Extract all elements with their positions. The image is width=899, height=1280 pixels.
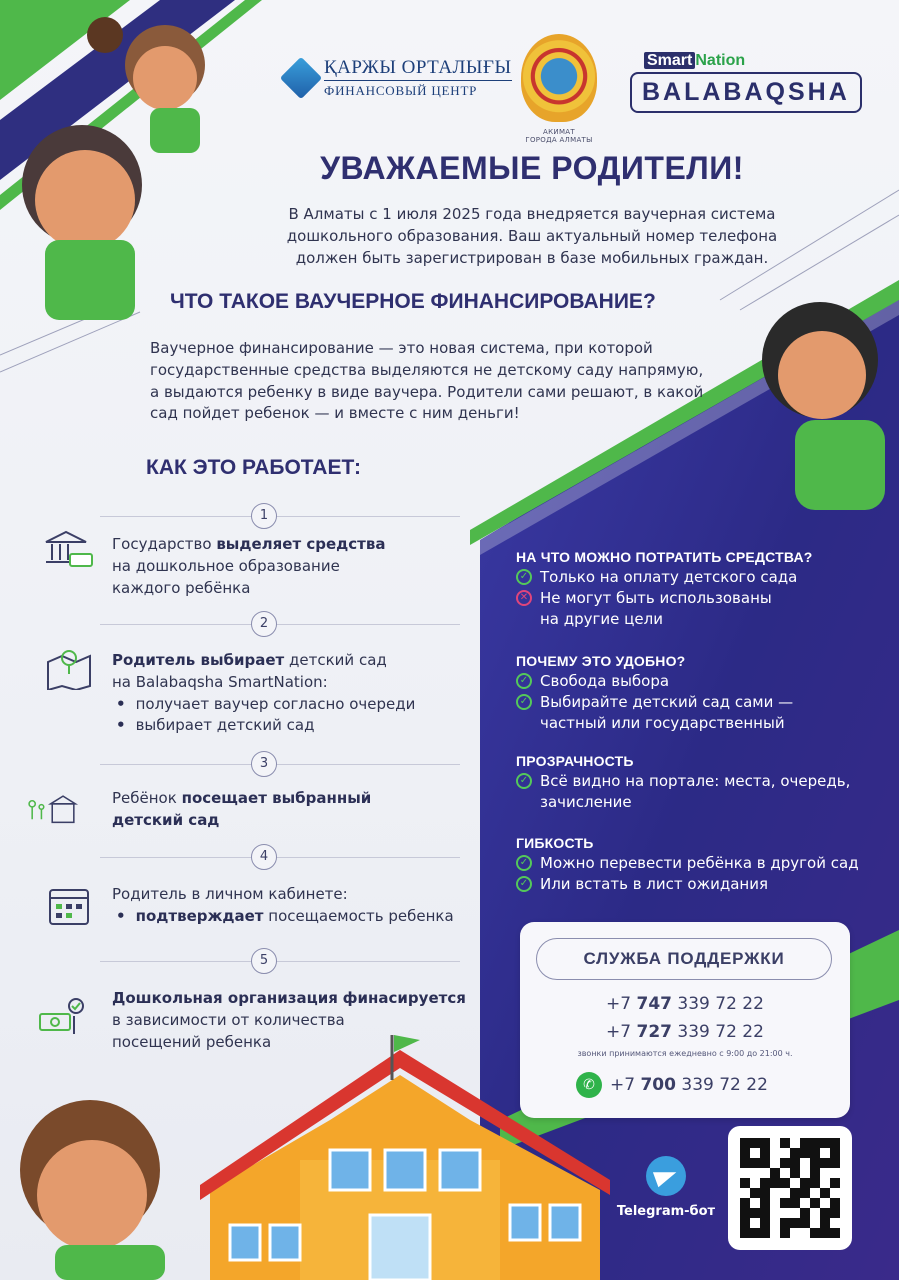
spend-section [516, 548, 813, 629]
step-number: 5 [251, 948, 277, 974]
step-number: 4 [251, 844, 277, 870]
qr-module [790, 1228, 800, 1238]
qr-module [800, 1168, 810, 1178]
transparency-heading: ПРОЗРАЧНОСТЬ [516, 753, 634, 769]
step-separator [100, 624, 460, 625]
qr-module [830, 1138, 840, 1148]
telegram-bot[interactable] [616, 1156, 716, 1219]
flexibility-section [516, 834, 859, 895]
step-separator [100, 857, 460, 858]
qr-module [740, 1158, 750, 1168]
qr-module [820, 1188, 830, 1198]
step-3-b: посещает выбранный [181, 789, 372, 807]
qr-module [750, 1188, 760, 1198]
check-icon: ✓ [516, 855, 532, 871]
family-kindergarten-icon [26, 788, 80, 832]
qr-module [810, 1188, 820, 1198]
qr-module [790, 1208, 800, 1218]
qr-module [780, 1168, 790, 1178]
qr-module [740, 1228, 750, 1238]
step-2-text [112, 650, 415, 737]
qr-module [760, 1168, 770, 1178]
step-separator [100, 516, 460, 517]
qr-module [810, 1168, 820, 1178]
qr-module [820, 1228, 830, 1238]
step-5-c: в зависимости от количества [112, 1010, 345, 1029]
qr-module [810, 1138, 820, 1148]
qr-module [810, 1178, 820, 1188]
qr-module [740, 1188, 750, 1198]
qr-module [780, 1198, 790, 1208]
qr-module [810, 1148, 820, 1158]
why-item-1: Свобода выбора [540, 672, 670, 691]
step-5-a-bold: Дошкольная организация [112, 989, 338, 1007]
qr-module [770, 1188, 780, 1198]
qr-module [770, 1228, 780, 1238]
flex-item-2: Или встать в лист ожидания [540, 875, 768, 893]
qr-module [740, 1198, 750, 1208]
map-pin-icon [42, 646, 96, 690]
qr-module [740, 1168, 750, 1178]
qr-module [790, 1158, 800, 1168]
qr-module [770, 1168, 780, 1178]
support-title: СЛУЖБА ПОДДЕРЖКИ [536, 938, 832, 980]
qr-module [780, 1208, 790, 1218]
qr-module [770, 1198, 780, 1208]
list-item: • получает ваучер согласно очереди [116, 694, 415, 716]
qr-module [820, 1148, 830, 1158]
qr-module [770, 1178, 780, 1188]
qr-module [770, 1218, 780, 1228]
qr-module [790, 1168, 800, 1178]
qr-module [790, 1138, 800, 1148]
qr-module [820, 1198, 830, 1208]
qr-module [800, 1198, 810, 1208]
sn-smart: Smart [644, 52, 695, 69]
qr-module [800, 1148, 810, 1158]
qr-module [760, 1188, 770, 1198]
qr-module [820, 1218, 830, 1228]
why-section [516, 652, 793, 733]
qr-module [800, 1178, 810, 1188]
spend-yes: Только на оплату детского сада [540, 568, 798, 587]
qr-module [810, 1198, 820, 1208]
phone-2-code: 727 [636, 1022, 673, 1042]
qr-module [750, 1208, 760, 1218]
why-heading: ПОЧЕМУ ЭТО УДОБНО? [516, 653, 686, 669]
qr-module [760, 1178, 770, 1188]
qr-code-pattern [740, 1138, 840, 1238]
support-card [520, 922, 850, 1118]
step-3-a: Ребёнок [112, 789, 182, 807]
qr-module [800, 1188, 810, 1198]
spend-no1: Не могут быть использованы [540, 589, 772, 607]
qr-module [790, 1198, 800, 1208]
qr-module [760, 1208, 770, 1218]
qr-module [820, 1178, 830, 1188]
qr-module [770, 1148, 780, 1158]
qr-module [810, 1158, 820, 1168]
qr-module [790, 1148, 800, 1158]
qr-module [820, 1158, 830, 1168]
flex-item-1: Можно перевести ребёнка в другой сад [540, 854, 859, 873]
qr-code[interactable] [728, 1126, 852, 1250]
qr-module [780, 1138, 790, 1148]
qr-module [790, 1218, 800, 1228]
step-number: 2 [251, 611, 277, 637]
qr-module [760, 1228, 770, 1238]
qr-module [830, 1168, 840, 1178]
qr-module [780, 1188, 790, 1198]
telegram-icon [646, 1156, 686, 1196]
page-title: УВАЖАЕМЫЕ РОДИТЕЛИ! [320, 150, 744, 186]
qr-module [830, 1228, 840, 1238]
qr-module [740, 1218, 750, 1228]
qr-module [830, 1148, 840, 1158]
transparency-section [516, 752, 850, 813]
qr-module [830, 1218, 840, 1228]
check-icon: ✓ [516, 569, 532, 585]
qr-module [830, 1198, 840, 1208]
qr-module [810, 1218, 820, 1228]
money-check-icon [36, 996, 90, 1040]
diamond-icon [280, 57, 322, 99]
qr-module [760, 1138, 770, 1148]
whatsapp-phone[interactable] [576, 1072, 768, 1098]
check-icon: ✓ [516, 773, 532, 789]
sn-nation: Nation [695, 52, 746, 69]
qr-module [760, 1198, 770, 1208]
why-item-2b: частный или государственный [540, 713, 785, 732]
akimat-line2: ГОРОДА АЛМАТЫ [525, 136, 593, 145]
phone-2-rest: 339 72 22 [672, 1022, 764, 1042]
step-5-d: посещений ребенка [112, 1032, 272, 1051]
akimat-logo [518, 34, 600, 145]
spend-heading: НА ЧТО МОЖНО ПОТРАТИТЬ СРЕДСТВА? [516, 549, 813, 565]
cross-icon: ✕ [516, 590, 532, 606]
qr-module [800, 1228, 810, 1238]
qr-module [820, 1168, 830, 1178]
qr-module [750, 1138, 760, 1148]
qr-module [750, 1168, 760, 1178]
qr-module [820, 1208, 830, 1218]
qr-module [780, 1228, 790, 1238]
why-item-2a: Выбирайте детский сад сами — [540, 693, 794, 711]
qr-module [770, 1208, 780, 1218]
financial-center-logo [286, 58, 512, 98]
step-1-c: на дошкольное образование [112, 556, 340, 575]
qr-module [810, 1208, 820, 1218]
step-1-text [112, 534, 385, 599]
step-2-c: на Balabaqsha SmartNation: [112, 672, 328, 691]
step-number: 3 [251, 751, 277, 777]
qr-module [830, 1208, 840, 1218]
qr-module [750, 1228, 760, 1238]
balabaqsha-logo [630, 52, 862, 113]
phone-2[interactable] [520, 1022, 850, 1042]
qr-module [740, 1138, 750, 1148]
calendar-icon [46, 886, 100, 930]
check-icon: ✓ [516, 673, 532, 689]
step-1-b: выделяет средства [216, 535, 386, 553]
flexibility-heading: ГИБКОСТЬ [516, 835, 594, 851]
qr-module [800, 1218, 810, 1228]
phone-3-code: 700 [640, 1075, 676, 1095]
transp-item-a: Всё видно на портале: места, очередь, [540, 772, 851, 791]
qr-module [800, 1158, 810, 1168]
qr-module [750, 1148, 760, 1158]
whatsapp-icon: ✆ [576, 1072, 602, 1098]
transp-item-b: зачисление [540, 793, 632, 811]
step-5-text [112, 988, 466, 1053]
step-4-bullet-rest: посещаемость ребенка [263, 906, 454, 925]
phone-1-prefix: +7 [606, 994, 637, 1014]
almaty-seal-icon [521, 34, 597, 122]
qr-module [750, 1178, 760, 1188]
intro-text: В Алматы с 1 июля 2025 года внедряется ваучерная система дошкольного образования. Ваш актуальный номер телефона должен быть зарегистрирован в базе мобильных граждан. [286, 205, 778, 267]
step-2-a: детский сад [284, 651, 387, 669]
step-4-text [112, 884, 454, 928]
step-number: 1 [251, 503, 277, 529]
qr-module [740, 1208, 750, 1218]
qr-module [780, 1178, 790, 1188]
qr-module [790, 1178, 800, 1188]
qr-module [810, 1228, 820, 1238]
list-item [116, 906, 454, 928]
qr-module [830, 1178, 840, 1188]
telegram-label: Telegram-бот [616, 1204, 716, 1219]
what-heading: ЧТО ТАКОЕ ВАУЧЕРНОЕ ФИНАНСИРОВАНИЕ? [170, 290, 656, 313]
check-icon: ✓ [516, 876, 532, 892]
step-4-bullet-bold: подтверждает [135, 906, 264, 925]
list-item: • выбирает детский сад [116, 715, 415, 737]
step-separator [100, 764, 460, 765]
fc-line1: ҚАРЖЫ ОРТАЛЫҒЫ [324, 58, 512, 81]
support-hours: звонки принимаются ежедневно с 9:00 до 21:00 ч. [577, 1049, 793, 1058]
spend-no2: на другие цели [540, 609, 663, 628]
phone-2-prefix: +7 [606, 1022, 637, 1042]
check-icon: ✓ [516, 694, 532, 710]
what-text: Ваучерное финансирование — это новая система, при которой государственные средства выделяются не детскому саду напрямую, а выдаются ребенку в виде ваучера. Родители сами решают, в какой сад пойдет ребенок — и вместе с ним деньги! [150, 339, 704, 423]
step-1-d: каждого ребёнка [112, 578, 251, 597]
phone-3-rest: 339 72 22 [675, 1075, 768, 1095]
step-separator [100, 961, 460, 962]
qr-module [760, 1148, 770, 1158]
qr-module [770, 1158, 780, 1168]
step-3-text [112, 788, 371, 832]
qr-module [820, 1138, 830, 1148]
qr-module [760, 1158, 770, 1168]
qr-module [740, 1148, 750, 1158]
qr-module [830, 1158, 840, 1168]
qr-module [750, 1198, 760, 1208]
qr-module [770, 1138, 780, 1148]
akimat-line1: АКИМАТ [543, 128, 575, 136]
step-3-c: детский сад [112, 810, 220, 829]
step-2-a-bold: Родитель выбирает [112, 651, 285, 669]
step-1-a: Государство [112, 535, 217, 553]
phone-1[interactable] [520, 994, 850, 1014]
qr-module [830, 1188, 840, 1198]
qr-module [760, 1218, 770, 1228]
fc-line2: ФИНАНСОВЫЙ ЦЕНТР [324, 82, 478, 98]
bank-money-icon [42, 528, 96, 572]
balabaqsha-wordmark: BALABAQSHA [630, 72, 862, 113]
qr-module [800, 1138, 810, 1148]
phone-1-rest: 339 72 22 [672, 994, 764, 1014]
step-5-b: финасируется [342, 989, 466, 1007]
qr-module [740, 1178, 750, 1188]
step-4-a: Родитель в личном кабинете: [112, 885, 348, 903]
qr-module [800, 1208, 810, 1218]
qr-module [750, 1218, 760, 1228]
phone-1-code: 747 [636, 994, 673, 1014]
qr-module [750, 1158, 760, 1168]
qr-module [780, 1158, 790, 1168]
qr-module [780, 1148, 790, 1158]
qr-module [790, 1188, 800, 1198]
phone-3-prefix: +7 [610, 1075, 641, 1095]
qr-module [780, 1218, 790, 1228]
how-heading: КАК ЭТО РАБОТАЕТ: [146, 456, 362, 479]
